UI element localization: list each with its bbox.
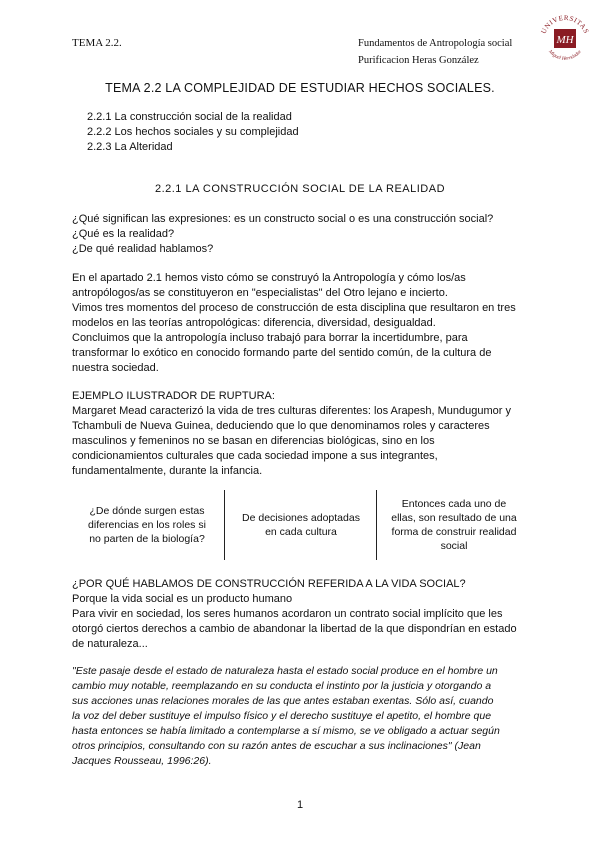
toc-item: 2.2.2 Los hechos sociales y su complejidad: [87, 126, 299, 138]
cell-line: no parten de la biología?: [89, 533, 205, 545]
question-line: ¿Qué es la realidad?: [72, 228, 175, 240]
cell-line: ¿De dónde surgen estas: [89, 505, 205, 517]
svg-text:Miguel Hernández: Miguel Hernández: [547, 49, 583, 62]
text-line: En el apartado 2.1 hemos visto cómo se construyó la Antropología y cómo los/as: [72, 272, 466, 284]
quote-line: "Este pasaje desde el estado de naturaleza hasta el estado social produce en el hombre un: [72, 665, 498, 677]
svg-text:MH: MH: [556, 34, 574, 46]
text-line: masculinos y femeninos no se basan en diferencias biológicas, sino en los: [72, 435, 435, 447]
svg-text:UNIVERSITAS: UNIVERSITAS: [539, 13, 591, 36]
header-author: Purificacion Heras González: [358, 55, 479, 66]
text-line: otorgó ciertos derechos a cambio de abandonar la libertad de la que dispondrían en estado: [72, 623, 517, 635]
intro-questions: [72, 212, 532, 257]
cell-line: Entonces cada uno de: [401, 498, 507, 510]
section-heading: 2.2.1 LA CONSTRUCCIÓN SOCIAL DE LA REALIDAD: [154, 183, 446, 195]
subheading-question: ¿POR QUÉ HABLAMOS DE CONSTRUCCIÓN REFERIDA A LA VIDA SOCIAL?: [72, 578, 466, 590]
cell-line: en cada cultura: [265, 526, 337, 538]
paragraph-context: [72, 271, 532, 376]
text-line: Concluimos que la antropología incluso trabajó para borrar la incertidumbre, para: [72, 332, 468, 344]
toc-item: 2.2.3 La Alteridad: [87, 141, 173, 153]
example-heading: EJEMPLO ILUSTRADOR DE RUPTURA:: [72, 390, 275, 402]
question-line: ¿De qué realidad hablamos?: [72, 243, 214, 255]
table-of-contents: [87, 110, 299, 155]
quote-line: sus acciones unas relaciones morales de las que antes estaban exentas. Sólo así, cuando: [72, 695, 494, 707]
text-line: condicionamientos culturales que cada sociedad impone a sus integrantes,: [72, 450, 438, 462]
rousseau-quote: [72, 664, 534, 769]
table-cell-answer: [226, 490, 376, 560]
text-line: Para vivir en sociedad, los seres humanos acordaron un contrato social implícito que les: [72, 608, 503, 620]
table-cell-conclusion: [376, 490, 532, 560]
page-title: TEMA 2.2 LA COMPLEJIDAD DE ESTUDIAR HECHOS SOCIALES.: [105, 81, 495, 95]
quote-line: Jacques Rousseau, 1996:26).: [72, 755, 212, 767]
text-line: nuestra sociedad.: [72, 362, 159, 374]
paragraph-social-construction: [72, 577, 532, 652]
text-line: Tchambuli de Nueva Guinea, deduciendo que lo que denominamos roles y caracteres: [72, 420, 490, 432]
table-divider: [224, 490, 225, 560]
header-course-info: [358, 35, 530, 69]
text-line: fundamentalmente, durante la infancia.: [72, 465, 263, 477]
text-line: transformar lo exótico en conocido formando parte del sentido común, de la cultura de: [72, 347, 492, 359]
cell-line: De decisiones adoptadas: [242, 512, 360, 524]
quote-line: la voz del deber sustituye el impulso físico y el derecho sustituye el apetito, el hombre que: [72, 710, 492, 722]
quote-line: cambio muy notable, reemplazando en su conducta el instinto por la justicia y otorgando a: [72, 680, 492, 692]
quote-line: hasta entonces se había limitado a contemplarse a sí mismo, se ve obligado a actuar según: [72, 725, 500, 737]
table-cell-question: [72, 490, 222, 560]
concept-table: [72, 490, 532, 560]
university-seal-logo: [536, 10, 594, 68]
cell-line: forma de construir realidad: [391, 526, 517, 538]
paragraph-example: [72, 389, 532, 479]
page-number: 1: [296, 799, 304, 811]
text-line: antropólogos/as se constituyeron en "especialistas" del Otro lejano e incierto.: [72, 287, 448, 299]
header-topic: TEMA 2.2.: [72, 37, 122, 49]
question-line: ¿Qué significan las expresiones: es un constructo social o es una construcción social?: [72, 213, 494, 225]
text-line: modelos en las teorías antropológicas: diferencia, diversidad, desigualdad.: [72, 317, 436, 329]
cell-line: diferencias en los roles si: [88, 519, 206, 531]
text-line: Margaret Mead caracterizó la vida de tres culturas diferentes: los Arapesh, Mundugumor y: [72, 405, 511, 417]
cell-line: ellas, son resultado de una: [391, 512, 517, 524]
text-line: Vimos tres momentos del proceso de construcción de esta disciplina que resultaron en tres: [72, 302, 516, 314]
text-line: Porque la vida social es un producto humano: [72, 593, 293, 605]
header-course-name: Fundamentos de Antropología social: [358, 38, 513, 49]
cell-line: social: [440, 540, 468, 552]
text-line: de naturaleza...: [72, 638, 148, 650]
quote-line: otros principios, consultando con su razón antes de escuchar a sus inclinaciones" (Jean: [72, 740, 481, 752]
toc-item: 2.2.1 La construcción social de la realidad: [87, 111, 292, 123]
